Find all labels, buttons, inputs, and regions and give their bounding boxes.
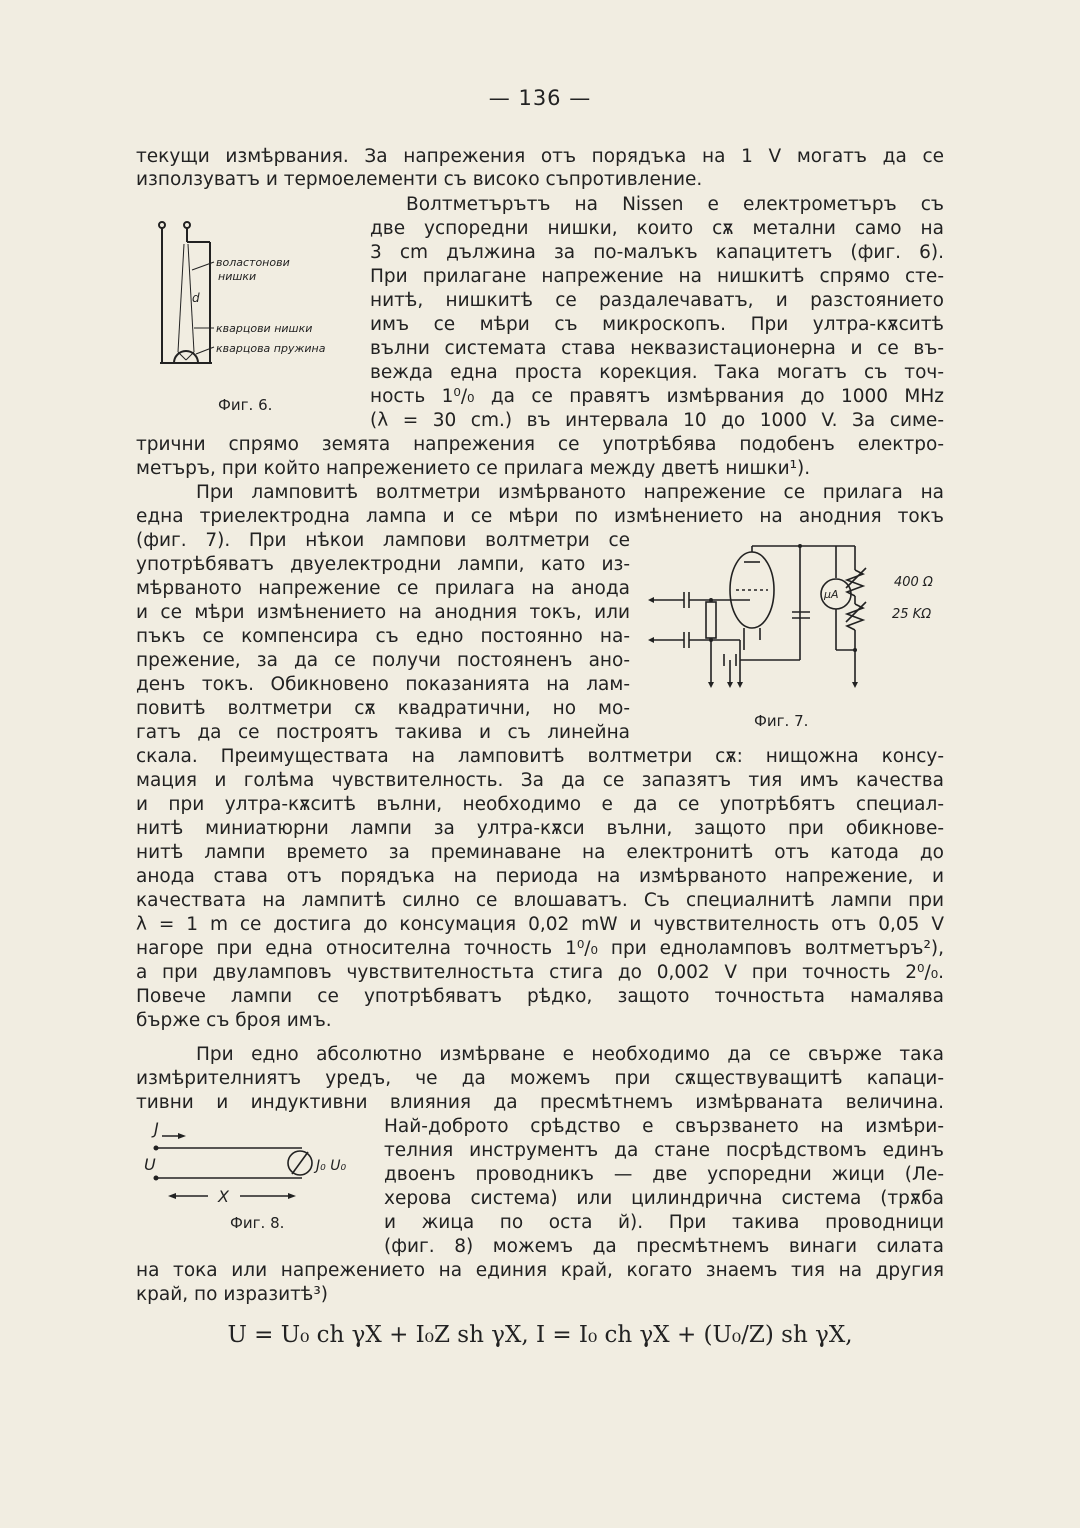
text-line: херова система) или цилиндрична система (трѫба <box>384 1188 944 1209</box>
figure-7-caption: Фиг. 7. <box>754 712 809 730</box>
text-line: Повече лампи се употрѣбяватъ рѣдко, защото точностьта намалява <box>136 986 944 1007</box>
text-line: При едно абсолютно измѣрване е необходимо да се свърже така <box>196 1044 944 1065</box>
text-line: ность 1⁰/₀ да се правятъ измѣрвания до 1000 MHz <box>370 386 944 407</box>
text-line: (фиг. 8) можемъ да пресмѣтнемъ винаги силата <box>384 1236 944 1257</box>
text-line: текущи измѣрвания. За напрежения отъ порядъка на 1 V могатъ да се <box>136 146 944 167</box>
text-line: и се мѣри измѣнението на анодния токъ, или <box>136 602 630 623</box>
text-line: (фиг. 7). При нѣкои лампови волтметри се <box>136 530 630 551</box>
text-line: λ = 1 m се достига до консумация 0,02 mW и чувствителность отъ 0,05 V <box>136 914 944 935</box>
figure-6-electrometer <box>150 220 350 390</box>
fig8-label-x: X <box>218 1187 229 1206</box>
text-line: При ламповитѣ волтметри измѣрваното напрежение се прилага на <box>196 482 944 503</box>
text-line: вълни системата става неквазистационерна и се въ- <box>370 338 944 359</box>
fig7-label-microammeter: μA <box>824 588 839 601</box>
text-line: мѣрваното напрежение се прилага на анода <box>136 578 630 599</box>
fig6-label-quartz-threads: кварцови нишки <box>216 322 313 335</box>
text-line: измѣрителниятъ уредъ, че да можемъ при сѫществуващитѣ капаци- <box>136 1068 944 1089</box>
text-line: Най-доброто срѣдство е свързването на измѣри- <box>384 1116 944 1137</box>
text-line: една триелектродна лампа и се мѣри по измѣнението на анодния токъ <box>136 506 944 527</box>
text-line: на тока или напрежението на единия край, когато знаемъ тия на другия <box>136 1260 944 1281</box>
figure-6-caption: Фиг. 6. <box>218 396 273 414</box>
fig6-label-quartz-spring: кварцова пружина <box>216 342 326 355</box>
text-line: телния инструментъ да стане посрѣдствомъ единъ <box>384 1140 944 1161</box>
text-line: тивни и индуктивни влияния да пресмѣтнемъ измѣрваната величина. <box>136 1092 944 1113</box>
text-line: гатъ да се построятъ такива и съ линейна <box>136 722 630 743</box>
text-line: 3 cm дължина за по-малъкъ капацитетъ (фиг. 6). <box>370 242 944 263</box>
text-line: скала. Преимуществата на ламповитѣ волтметри сѫ: нищожна консу- <box>136 746 944 767</box>
text-line: повитѣ волтметри сѫ квадратични, но мо- <box>136 698 630 719</box>
text-line: употрѣбяватъ двуелектродни лампи, като из- <box>136 554 630 575</box>
fig7-label-400-ohm: 400 Ω <box>894 575 933 590</box>
text-line: бърже съ броя имъ. <box>136 1010 332 1031</box>
fig7-label-25-kohm: 25 KΩ <box>892 607 932 622</box>
text-line: а при двуламповъ чувствителностьта стига до 0,002 V при точность 2⁰/₀. <box>136 962 944 983</box>
fig6-label-threads: нишки <box>218 270 257 283</box>
text-line: (λ = 30 cm.) въ интервала 10 до 1000 V. За симе- <box>370 410 944 431</box>
text-line: качествата на лампитѣ силно се влошаватъ. Съ специалнитѣ лампи при <box>136 890 944 911</box>
fig8-label-current: J <box>154 1119 159 1138</box>
text-line: и при ултра-кѫситѣ вълни, необходимо е да се употрѣбятъ специал- <box>136 794 944 815</box>
text-line: край, по изразитѣ³) <box>136 1284 328 1305</box>
fig6-label-wollaston: волaстонови <box>216 256 290 269</box>
text-line: денъ токъ. Обикновено показанията на лам- <box>136 674 630 695</box>
text-line: и жица по оста й). При такива проводници <box>384 1212 944 1233</box>
fig6-label-d: d <box>192 291 200 305</box>
figure-8-lecher-line <box>142 1116 372 1206</box>
text-line: използуватъ и термоелементи съ високо съпротивление. <box>136 169 703 190</box>
text-line: При прилагане напрежение на нишкитѣ спрямо сте- <box>370 266 944 287</box>
text-line: нагоре при една относителна точность 1⁰/₀ при едноламповъ волтметъръ²), <box>136 938 944 959</box>
text-line: две успоредни нишки, които сѫ метални само на <box>370 218 944 239</box>
text-line: пъкъ се компенсира съ едно постоянно на- <box>136 626 630 647</box>
text-line: нитѣ миниатюрни лампи за ултра-кѫси вълни, защото при обикнове- <box>136 818 944 839</box>
figure-7-tube-voltmeter <box>640 540 950 700</box>
text-line: нитѣ лампи времето за преминаване на електронитѣ отъ катода до <box>136 842 944 863</box>
text-line: нитѣ, нишкитѣ се раздалечаватъ, и разстоянието <box>370 290 944 311</box>
fig8-label-end-values: J₀ U₀ <box>316 1158 347 1174</box>
text-line: метъръ, при който напрежението се прилага между двeтѣ нишки¹). <box>136 458 811 479</box>
formula: U = U₀ ch γX + I₀Z sh γX, I = I₀ ch γX + (U₀/Z) sh γX, <box>227 1322 853 1348</box>
text-line: трични спрямо земята напрежения се употрѣбява подобенъ електро- <box>136 434 944 455</box>
fig8-label-voltage: U <box>144 1155 156 1174</box>
text-line: мация и голѣма чувствителность. За да се запазятъ тия имъ качества <box>136 770 944 791</box>
text-line: имъ се мѣри съ микроскопъ. При ултра-кѫситѣ <box>370 314 944 335</box>
figure-8-caption: Фиг. 8. <box>230 1214 285 1232</box>
page-number: — 136 — <box>488 86 592 110</box>
text-line: вежда една проста корекция. Така могатъ съ точ- <box>370 362 944 383</box>
text-line: Волтметърътъ на Nissen е електрометъръ съ <box>406 194 944 215</box>
text-line: двоенъ проводникъ — две успоредни жици (Ле- <box>384 1164 944 1185</box>
text-line: анода става отъ порядъка на периода на измѣрваното напрежение, и <box>136 866 944 887</box>
text-line: прежение, за да се получи постояненъ ано- <box>136 650 630 671</box>
